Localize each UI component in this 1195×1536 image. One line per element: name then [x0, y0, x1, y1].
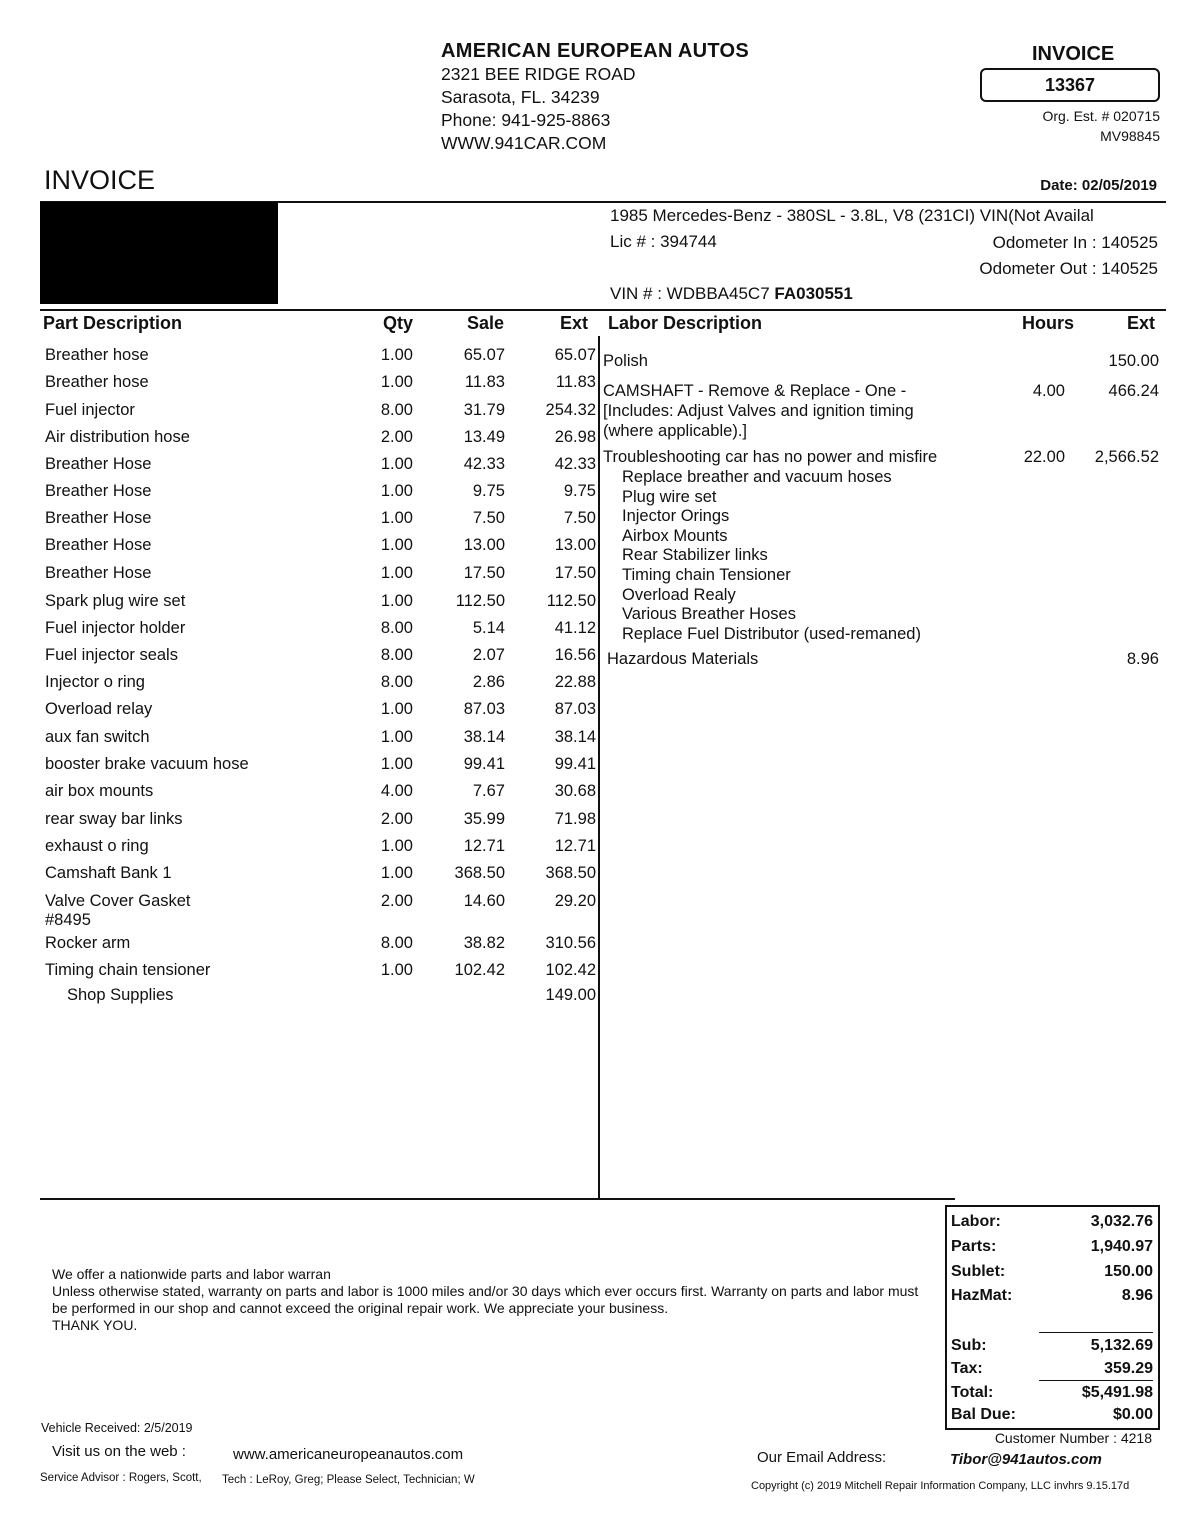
part-qty: 8.00: [380, 673, 413, 691]
labor-ext: 2,566.52: [1094, 448, 1159, 466]
part-ext: 99.41: [554, 755, 596, 773]
odometer-out: Odometer Out : 140525: [979, 259, 1158, 278]
table-row: [45, 755, 598, 782]
table-row: [45, 455, 598, 482]
column-divider: [598, 336, 600, 1200]
part-sale: 12.71: [463, 837, 505, 855]
shop-header: [441, 40, 749, 155]
shop-supplies-label: Shop Supplies: [67, 986, 174, 1004]
bottom-divider: [40, 1198, 955, 1200]
labor-desc: CAMSHAFT - Remove & Replace - One - [Includes: Adjust Valves and ignition timing (where applicable).]: [603, 382, 914, 440]
labor-header-ext: Ext: [1127, 313, 1156, 333]
table-row: [45, 728, 598, 755]
shop-supplies-ext: 149.00: [545, 986, 596, 1004]
part-desc: rear sway bar links: [45, 810, 183, 828]
parts-header-ext: Ext: [560, 313, 589, 333]
totals-box: [945, 1205, 1160, 1430]
table-row: [45, 934, 598, 961]
part-sale: 2.86: [472, 673, 505, 691]
list-item: Various Breather Hoses: [622, 605, 796, 624]
part-sale: 5.14: [472, 619, 505, 637]
part-desc: Fuel injector: [45, 401, 135, 419]
part-desc: air box mounts: [45, 782, 154, 800]
part-ext: 29.20: [554, 892, 596, 910]
invoice-number: 13367: [980, 68, 1160, 102]
part-sale: 14.60: [463, 892, 505, 910]
vehicle-received: Vehicle Received: 2/5/2019: [41, 1421, 193, 1435]
part-sale: 9.75: [472, 482, 505, 500]
part-qty: 8.00: [380, 401, 413, 419]
total-rule: [1039, 1380, 1153, 1381]
part-desc: Breather Hose: [45, 536, 152, 554]
part-sale: 7.67: [472, 782, 505, 800]
part-desc: Overload relay: [45, 700, 153, 718]
table-top-divider: [40, 309, 1166, 311]
part-sale: 38.14: [463, 728, 505, 746]
part-desc: Breather Hose: [45, 482, 152, 500]
parts-header-sale: Sale: [467, 313, 505, 333]
part-ext: 17.50: [554, 564, 596, 582]
part-qty: 8.00: [380, 619, 413, 637]
total-label: Parts:: [951, 1238, 997, 1255]
part-sale: 11.83: [464, 373, 505, 391]
website-link[interactable]: www.americaneuropeanautos.com: [233, 1446, 464, 1463]
part-ext: 102.42: [545, 961, 596, 979]
labor-ext: 150.00: [1108, 352, 1159, 370]
shop-city: Sarasota, FL. 34239: [441, 87, 600, 107]
total-value: 5,132.69: [1090, 1337, 1153, 1354]
warranty-thanks: THANK YOU.: [52, 1317, 138, 1333]
part-desc: booster brake vacuum hose: [45, 755, 249, 773]
customer-number: Customer Number : 4218: [994, 1430, 1152, 1446]
table-row: [45, 346, 598, 373]
vin-bold: FA030551: [774, 284, 853, 303]
part-qty: 4.00: [380, 782, 413, 800]
part-sale: 65.07: [463, 346, 505, 364]
part-sale: 13.00: [463, 536, 505, 554]
part-sale: 17.50: [463, 564, 505, 582]
part-desc: Spark plug wire set: [45, 592, 186, 610]
warranty-text: [52, 1266, 922, 1334]
table-row: [45, 619, 598, 646]
parts-header-qty: Qty: [383, 313, 414, 333]
part-qty: 1.00: [380, 509, 413, 527]
part-desc: Fuel injector holder: [45, 619, 186, 637]
part-qty: 1.00: [380, 961, 413, 979]
part-desc: Timing chain tensioner: [45, 961, 211, 979]
list-item: Airbox Mounts: [622, 526, 728, 545]
part-ext: 112.50: [546, 592, 596, 610]
total-label: Sub:: [951, 1337, 987, 1354]
table-row: [45, 673, 598, 700]
total-label: Sublet:: [951, 1263, 1006, 1280]
part-qty: 1.00: [380, 592, 413, 610]
email-label: Our Email Address:: [757, 1449, 887, 1466]
part-sale: 87.03: [463, 700, 505, 718]
part-qty: 1.00: [380, 700, 413, 718]
table-row: [45, 373, 598, 400]
part-desc: Rocker arm: [45, 934, 131, 952]
table-row: [45, 428, 598, 455]
table-row: [45, 536, 598, 563]
part-sale: 99.41: [463, 755, 505, 773]
labor-row: [607, 649, 1160, 671]
org-est-number: Org. Est. # 020715: [1042, 108, 1160, 124]
part-ext: 7.50: [563, 509, 596, 527]
part-qty: 1.00: [380, 755, 413, 773]
part-ext: 310.56: [545, 934, 596, 952]
part-desc: exhaust o ring: [45, 837, 149, 855]
part-ext: 22.88: [554, 673, 596, 691]
part-qty: 1.00: [380, 864, 413, 882]
part-desc: Breather hose: [45, 346, 149, 364]
labor-desc: Troubleshooting car has no power and misfire: [603, 448, 938, 466]
subtotal-rule: [1039, 1332, 1153, 1333]
part-qty: 1.00: [380, 373, 413, 391]
labor-desc: Polish: [603, 352, 648, 370]
labor-ext: 8.96: [1126, 650, 1159, 668]
part-ext: 41.12: [554, 619, 596, 637]
email-link[interactable]: Tibor@941autos.com: [950, 1451, 1102, 1468]
part-ext: 254.32: [545, 401, 596, 419]
labor-row: [603, 447, 1160, 469]
part-sale: 31.79: [463, 401, 505, 419]
part-sale: 368.50: [454, 864, 505, 882]
warranty-line1: We offer a nationwide parts and labor warran: [52, 1266, 331, 1282]
part-desc: Injector o ring: [45, 673, 145, 691]
invoice-label: INVOICE: [1032, 43, 1115, 65]
table-row: [45, 564, 598, 591]
vehicle-description: 1985 Mercedes-Benz - 380SL - 3.8L, V8 (231CI) VIN(Not Availal: [610, 206, 1094, 225]
redacted-customer-block: [40, 202, 278, 304]
list-item: Plug wire set: [622, 487, 717, 506]
invoice-date: Date: 02/05/2019: [1040, 177, 1157, 194]
total-value: 1,940.97: [1090, 1238, 1153, 1255]
page-title: INVOICE: [44, 165, 156, 195]
technician: Tech : LeRoy, Greg; Please Select, Technician; W: [222, 1474, 475, 1486]
list-item: Replace Fuel Distributor (used-remaned): [622, 624, 921, 643]
labor-row: [603, 381, 1160, 443]
part-qty: 2.00: [380, 892, 413, 910]
part-sale: 112.50: [455, 592, 505, 610]
labor-subitems: [622, 468, 921, 644]
table-row: [45, 592, 598, 619]
org-estimate: [1020, 106, 1160, 146]
part-ext: 16.56: [554, 646, 596, 664]
table-row: [45, 864, 598, 891]
part-qty: 1.00: [380, 346, 413, 364]
part-ext: 9.75: [563, 482, 596, 500]
part-desc: Breather Hose: [45, 455, 152, 473]
service-advisor: Service Advisor : Rogers, Scott,: [40, 1472, 202, 1484]
warranty-body: Unless otherwise stated, warranty on parts and labor is 1000 miles and/or 30 days which ever occurs first. Warranty on parts and labor must be performed in our shop and cannot exceed the original repair work. We appreciate your business.: [52, 1283, 919, 1316]
total-value: 359.29: [1104, 1360, 1153, 1377]
part-qty: 1.00: [380, 482, 413, 500]
part-desc: Fuel injector seals: [45, 646, 178, 664]
table-row: [45, 646, 598, 673]
part-qty: 8.00: [380, 646, 413, 664]
part-qty: 1.00: [380, 455, 413, 473]
part-qty: 1.00: [380, 837, 413, 855]
part-desc: aux fan switch: [45, 728, 150, 746]
part-desc: Camshaft Bank 1: [45, 864, 172, 882]
table-row: [45, 810, 598, 837]
part-sale: 35.99: [463, 810, 505, 828]
list-item: Injector Orings: [622, 507, 730, 526]
part-ext: 38.14: [554, 728, 596, 746]
visit-label: Visit us on the web :: [52, 1443, 186, 1460]
part-ext: 87.03: [554, 700, 596, 718]
part-ext: 11.83: [555, 373, 596, 391]
labor-header-hours: Hours: [1022, 313, 1075, 333]
odometer-in: Odometer In : 140525: [992, 233, 1158, 252]
list-item: Rear Stabilizer links: [622, 546, 768, 565]
part-ext: 30.68: [554, 782, 596, 800]
total-label: HazMat:: [951, 1287, 1013, 1304]
table-row: [45, 961, 598, 988]
part-sale: 42.33: [463, 455, 505, 473]
labor-hours: 4.00: [1032, 382, 1065, 400]
shop-phone: Phone: 941-925-8863: [441, 110, 611, 130]
part-qty: 2.00: [380, 428, 413, 446]
labor-ext: 466.24: [1108, 382, 1159, 400]
vin: [610, 284, 853, 304]
part-qty: 8.00: [380, 934, 413, 952]
part-desc: Breather Hose: [45, 564, 152, 582]
part-qty: 1.00: [380, 564, 413, 582]
vin-label: VIN # : WDBBA45C7: [610, 284, 775, 303]
total-label: Tax:: [951, 1360, 983, 1377]
license-number: Lic # : 394744: [610, 232, 717, 251]
part-ext: 65.07: [554, 346, 596, 364]
part-ext: 71.98: [554, 810, 596, 828]
part-sale: 102.42: [454, 961, 505, 979]
labor-desc: Hazardous Materials: [607, 650, 759, 668]
table-row: [45, 782, 598, 809]
part-desc: Air distribution hose: [45, 428, 190, 446]
mv-number: MV98845: [1100, 128, 1160, 144]
total-label: Total:: [951, 1384, 994, 1401]
part-ext: 13.00: [554, 536, 596, 554]
part-ext: 12.71: [554, 837, 596, 855]
part-desc: Breather hose: [45, 373, 149, 391]
table-row: [45, 482, 598, 509]
shop-supplies-row: [45, 986, 598, 1013]
part-desc: Breather Hose: [45, 509, 152, 527]
table-row: [45, 892, 598, 936]
labor-row: [603, 351, 1160, 373]
copyright: Copyright (c) 2019 Mitchell Repair Information Company, LLC invhrs 9.15.17d: [751, 1480, 1130, 1492]
table-row: [45, 401, 598, 428]
list-item: Replace breather and vacuum hoses: [622, 468, 892, 486]
labor-hours: 22.00: [1023, 448, 1065, 466]
total-value: $5,491.98: [1081, 1384, 1153, 1401]
labor-header-desc: Labor Description: [608, 313, 763, 333]
part-sale: 2.07: [472, 646, 505, 664]
part-sale: 38.82: [463, 934, 505, 952]
table-row: [45, 509, 598, 536]
part-qty: 1.00: [380, 728, 413, 746]
part-sale: 7.50: [472, 509, 505, 527]
part-ext: 368.50: [545, 864, 596, 882]
total-label: Bal Due:: [951, 1406, 1016, 1423]
part-qty: 2.00: [380, 810, 413, 828]
part-qty: 1.00: [380, 536, 413, 554]
total-value: 8.96: [1121, 1287, 1153, 1304]
total-label: Labor:: [951, 1213, 1001, 1230]
total-value: $0.00: [1112, 1406, 1153, 1423]
list-item: Timing chain Tensioner: [622, 565, 791, 584]
part-ext: 26.98: [554, 428, 596, 446]
table-row: [45, 837, 598, 864]
part-desc: Valve Cover Gasket #8495: [45, 892, 191, 929]
shop-address: 2321 BEE RIDGE ROAD: [441, 64, 636, 84]
total-value: 150.00: [1104, 1263, 1153, 1280]
parts-header-desc: Part Description: [43, 313, 183, 333]
part-ext: 42.33: [554, 455, 596, 473]
table-row: [45, 700, 598, 727]
shop-web: WWW.941CAR.COM: [441, 133, 607, 153]
part-sale: 13.49: [463, 428, 505, 446]
total-value: 3,032.76: [1090, 1213, 1153, 1230]
shop-name: AMERICAN EUROPEAN AUTOS: [441, 40, 750, 62]
list-item: Overload Realy: [622, 585, 736, 604]
